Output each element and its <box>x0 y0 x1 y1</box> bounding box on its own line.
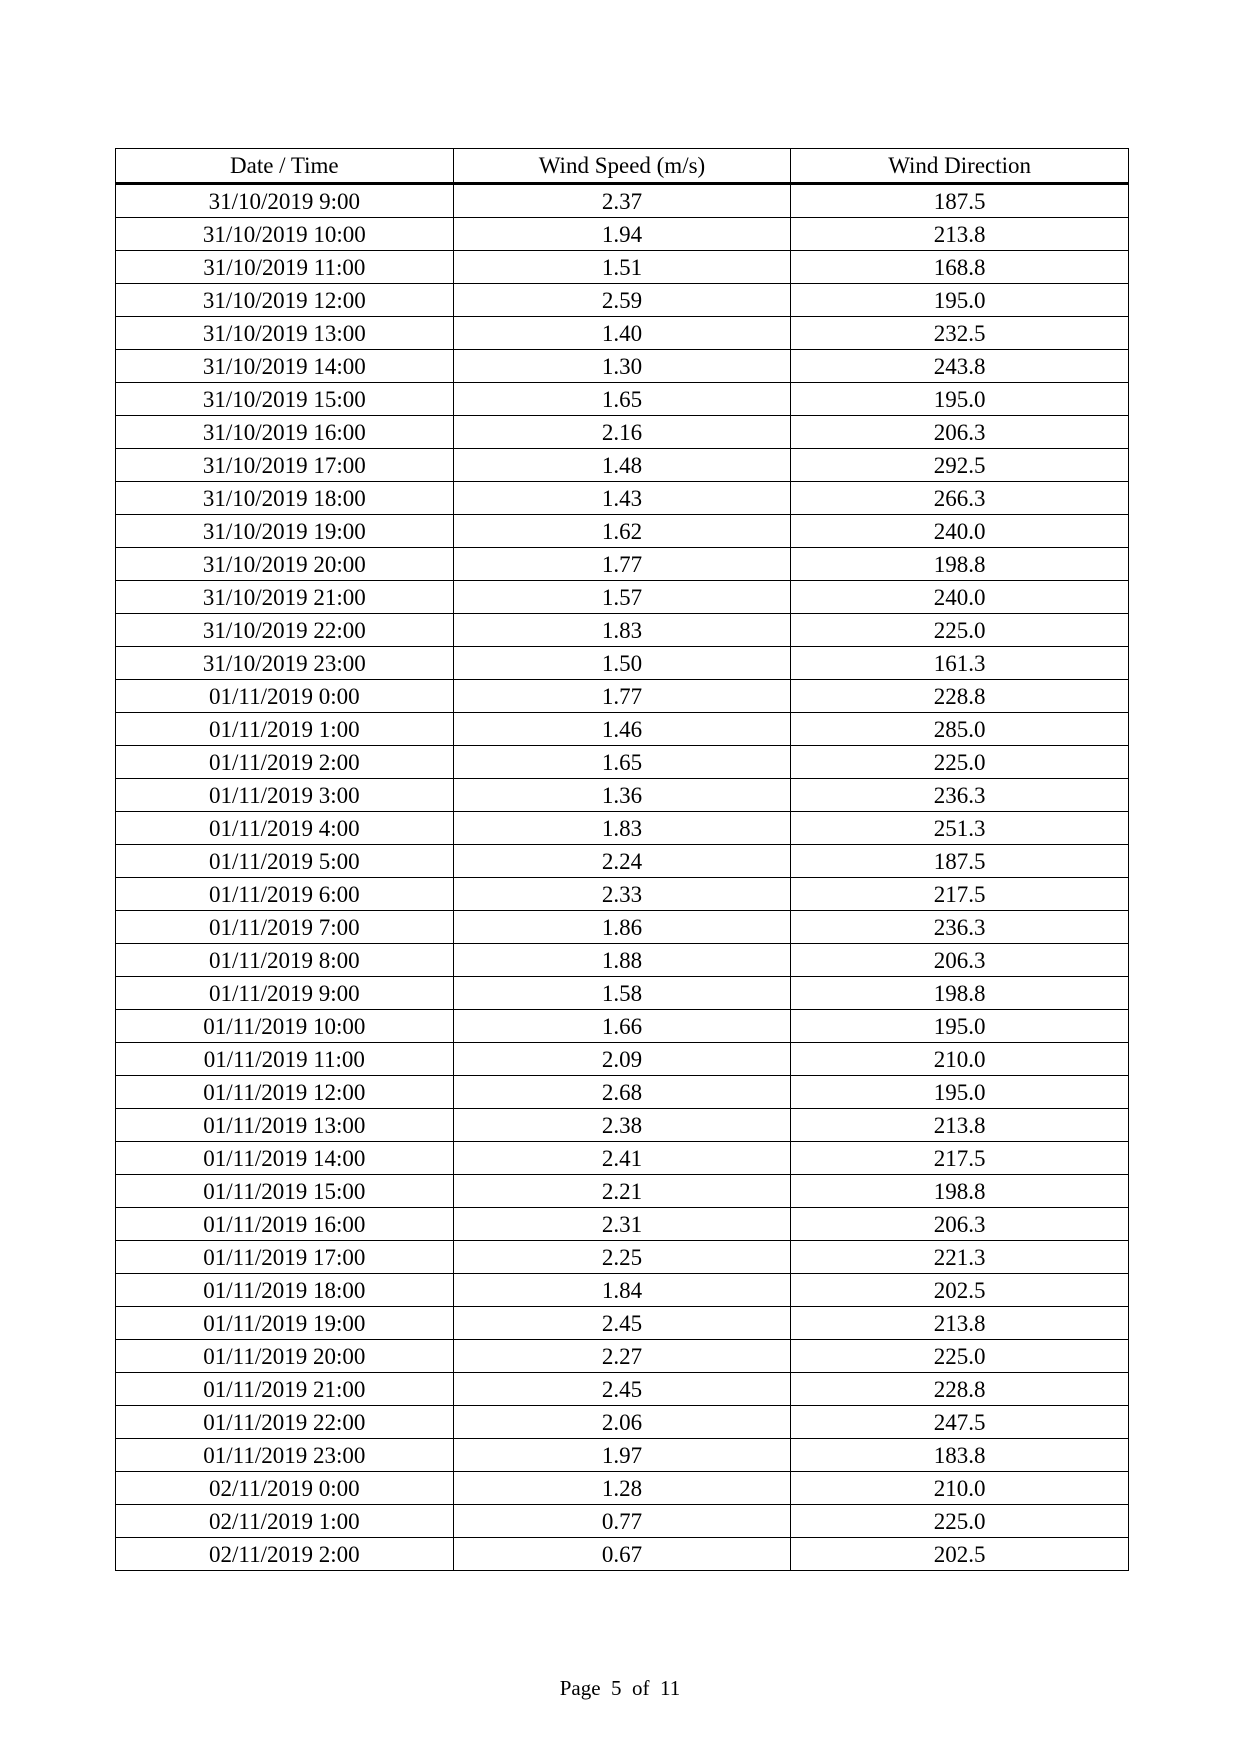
cell-wind-speed: 2.24 <box>453 845 791 878</box>
table-row <box>116 1505 1129 1538</box>
cell-wind-direction: 195.0 <box>791 1010 1129 1043</box>
cell-date-time: 01/11/2019 20:00 <box>116 1340 454 1373</box>
cell-wind-speed: 1.84 <box>453 1274 791 1307</box>
table-row <box>116 944 1129 977</box>
cell-date-time: 01/11/2019 0:00 <box>116 680 454 713</box>
cell-wind-direction: 206.3 <box>791 944 1129 977</box>
cell-date-time: 31/10/2019 23:00 <box>116 647 454 680</box>
page-total: 11 <box>660 1676 681 1700</box>
table-row <box>116 647 1129 680</box>
cell-date-time: 02/11/2019 1:00 <box>116 1505 454 1538</box>
cell-date-time: 01/11/2019 5:00 <box>116 845 454 878</box>
table-row <box>116 779 1129 812</box>
cell-wind-direction: 213.8 <box>791 1109 1129 1142</box>
cell-wind-speed: 1.83 <box>453 614 791 647</box>
cell-wind-speed: 1.50 <box>453 647 791 680</box>
cell-wind-speed: 1.65 <box>453 746 791 779</box>
cell-wind-speed: 2.09 <box>453 1043 791 1076</box>
wind-data-table <box>115 148 1129 1571</box>
cell-wind-speed: 2.31 <box>453 1208 791 1241</box>
cell-wind-speed: 0.67 <box>453 1538 791 1571</box>
cell-wind-speed: 0.77 <box>453 1505 791 1538</box>
cell-wind-speed: 1.51 <box>453 251 791 284</box>
cell-date-time: 01/11/2019 4:00 <box>116 812 454 845</box>
cell-date-time: 01/11/2019 7:00 <box>116 911 454 944</box>
table-row <box>116 1043 1129 1076</box>
cell-wind-direction: 210.0 <box>791 1043 1129 1076</box>
cell-wind-speed: 2.41 <box>453 1142 791 1175</box>
cell-wind-speed: 1.40 <box>453 317 791 350</box>
cell-date-time: 01/11/2019 17:00 <box>116 1241 454 1274</box>
cell-wind-speed: 1.88 <box>453 944 791 977</box>
cell-wind-direction: 225.0 <box>791 746 1129 779</box>
table-row <box>116 1142 1129 1175</box>
column-header-wind-speed: Wind Speed (m/s) <box>453 149 791 184</box>
cell-wind-direction: 240.0 <box>791 515 1129 548</box>
table-row <box>116 1274 1129 1307</box>
table-row <box>116 1241 1129 1274</box>
cell-wind-speed: 2.37 <box>453 184 791 218</box>
column-header-date-time: Date / Time <box>116 149 454 184</box>
cell-wind-speed: 1.58 <box>453 977 791 1010</box>
cell-wind-speed: 1.77 <box>453 548 791 581</box>
cell-wind-speed: 1.94 <box>453 218 791 251</box>
cell-date-time: 01/11/2019 12:00 <box>116 1076 454 1109</box>
cell-wind-direction: 195.0 <box>791 383 1129 416</box>
cell-date-time: 01/11/2019 10:00 <box>116 1010 454 1043</box>
table-row <box>116 350 1129 383</box>
cell-wind-speed: 2.16 <box>453 416 791 449</box>
table-row <box>116 1010 1129 1043</box>
cell-date-time: 01/11/2019 22:00 <box>116 1406 454 1439</box>
cell-wind-direction: 266.3 <box>791 482 1129 515</box>
table-row <box>116 878 1129 911</box>
table-row <box>116 713 1129 746</box>
page-label: Page <box>559 1676 601 1700</box>
cell-wind-direction: 168.8 <box>791 251 1129 284</box>
cell-date-time: 31/10/2019 10:00 <box>116 218 454 251</box>
header-row <box>116 149 1129 184</box>
table-row <box>116 614 1129 647</box>
table-row <box>116 548 1129 581</box>
cell-date-time: 31/10/2019 9:00 <box>116 184 454 218</box>
table-row <box>116 284 1129 317</box>
cell-wind-speed: 2.59 <box>453 284 791 317</box>
table-row <box>116 1307 1129 1340</box>
cell-date-time: 01/11/2019 21:00 <box>116 1373 454 1406</box>
column-header-wind-direction: Wind Direction <box>791 149 1129 184</box>
cell-wind-direction: 206.3 <box>791 416 1129 449</box>
page-of-label: of <box>632 1676 650 1700</box>
cell-wind-direction: 225.0 <box>791 614 1129 647</box>
cell-wind-speed: 1.66 <box>453 1010 791 1043</box>
cell-date-time: 31/10/2019 20:00 <box>116 548 454 581</box>
cell-wind-direction: 285.0 <box>791 713 1129 746</box>
cell-date-time: 31/10/2019 19:00 <box>116 515 454 548</box>
cell-wind-speed: 1.86 <box>453 911 791 944</box>
cell-wind-speed: 1.62 <box>453 515 791 548</box>
cell-wind-direction: 198.8 <box>791 548 1129 581</box>
cell-wind-direction: 206.3 <box>791 1208 1129 1241</box>
cell-wind-speed: 1.65 <box>453 383 791 416</box>
cell-wind-speed: 2.27 <box>453 1340 791 1373</box>
table-row <box>116 184 1129 218</box>
cell-wind-speed: 2.45 <box>453 1307 791 1340</box>
page-footer <box>0 1676 1240 1701</box>
cell-wind-direction: 210.0 <box>791 1472 1129 1505</box>
cell-wind-direction: 228.8 <box>791 1373 1129 1406</box>
cell-date-time: 31/10/2019 15:00 <box>116 383 454 416</box>
table-row <box>116 911 1129 944</box>
cell-wind-direction: 161.3 <box>791 647 1129 680</box>
cell-wind-speed: 1.36 <box>453 779 791 812</box>
table-row <box>116 1340 1129 1373</box>
table-row <box>116 482 1129 515</box>
cell-date-time: 01/11/2019 18:00 <box>116 1274 454 1307</box>
table-row <box>116 581 1129 614</box>
cell-wind-direction: 243.8 <box>791 350 1129 383</box>
cell-wind-direction: 232.5 <box>791 317 1129 350</box>
cell-wind-speed: 2.68 <box>453 1076 791 1109</box>
cell-wind-speed: 1.97 <box>453 1439 791 1472</box>
cell-date-time: 01/11/2019 11:00 <box>116 1043 454 1076</box>
cell-wind-direction: 236.3 <box>791 779 1129 812</box>
cell-wind-speed: 1.77 <box>453 680 791 713</box>
cell-date-time: 31/10/2019 18:00 <box>116 482 454 515</box>
cell-wind-direction: 213.8 <box>791 218 1129 251</box>
table-row <box>116 1373 1129 1406</box>
cell-date-time: 02/11/2019 2:00 <box>116 1538 454 1571</box>
cell-wind-direction: 225.0 <box>791 1340 1129 1373</box>
cell-wind-direction: 217.5 <box>791 878 1129 911</box>
cell-wind-speed: 1.30 <box>453 350 791 383</box>
cell-wind-direction: 217.5 <box>791 1142 1129 1175</box>
cell-date-time: 01/11/2019 19:00 <box>116 1307 454 1340</box>
cell-date-time: 02/11/2019 0:00 <box>116 1472 454 1505</box>
cell-wind-direction: 251.3 <box>791 812 1129 845</box>
cell-wind-direction: 202.5 <box>791 1274 1129 1307</box>
cell-date-time: 01/11/2019 6:00 <box>116 878 454 911</box>
cell-wind-direction: 195.0 <box>791 1076 1129 1109</box>
cell-wind-direction: 198.8 <box>791 1175 1129 1208</box>
cell-date-time: 31/10/2019 16:00 <box>116 416 454 449</box>
cell-wind-direction: 202.5 <box>791 1538 1129 1571</box>
table-row <box>116 1538 1129 1571</box>
cell-wind-speed: 2.38 <box>453 1109 791 1142</box>
cell-date-time: 31/10/2019 11:00 <box>116 251 454 284</box>
cell-date-time: 01/11/2019 13:00 <box>116 1109 454 1142</box>
cell-wind-direction: 221.3 <box>791 1241 1129 1274</box>
table-row <box>116 218 1129 251</box>
cell-wind-direction: 183.8 <box>791 1439 1129 1472</box>
cell-wind-speed: 2.06 <box>453 1406 791 1439</box>
cell-date-time: 31/10/2019 14:00 <box>116 350 454 383</box>
cell-wind-direction: 292.5 <box>791 449 1129 482</box>
cell-wind-speed: 1.83 <box>453 812 791 845</box>
cell-wind-speed: 2.25 <box>453 1241 791 1274</box>
cell-wind-direction: 240.0 <box>791 581 1129 614</box>
cell-wind-direction: 247.5 <box>791 1406 1129 1439</box>
table-row <box>116 1175 1129 1208</box>
cell-wind-speed: 1.48 <box>453 449 791 482</box>
cell-wind-direction: 228.8 <box>791 680 1129 713</box>
table-row <box>116 416 1129 449</box>
cell-wind-speed: 1.46 <box>453 713 791 746</box>
table-row <box>116 515 1129 548</box>
cell-wind-direction: 236.3 <box>791 911 1129 944</box>
table-row <box>116 1439 1129 1472</box>
cell-wind-speed: 2.21 <box>453 1175 791 1208</box>
table-row <box>116 1406 1129 1439</box>
table-row <box>116 746 1129 779</box>
table-row <box>116 383 1129 416</box>
table-body <box>116 184 1129 1571</box>
cell-date-time: 31/10/2019 17:00 <box>116 449 454 482</box>
cell-wind-direction: 195.0 <box>791 284 1129 317</box>
table-row <box>116 680 1129 713</box>
cell-wind-speed: 2.45 <box>453 1373 791 1406</box>
table-row <box>116 251 1129 284</box>
table-row <box>116 317 1129 350</box>
table-row <box>116 845 1129 878</box>
cell-date-time: 01/11/2019 9:00 <box>116 977 454 1010</box>
cell-wind-direction: 225.0 <box>791 1505 1129 1538</box>
cell-wind-speed: 2.33 <box>453 878 791 911</box>
page-current: 5 <box>611 1676 622 1700</box>
table-row <box>116 1076 1129 1109</box>
table-row <box>116 449 1129 482</box>
cell-wind-direction: 187.5 <box>791 845 1129 878</box>
cell-date-time: 31/10/2019 12:00 <box>116 284 454 317</box>
table-header <box>116 149 1129 184</box>
cell-date-time: 01/11/2019 2:00 <box>116 746 454 779</box>
cell-date-time: 01/11/2019 3:00 <box>116 779 454 812</box>
cell-date-time: 01/11/2019 16:00 <box>116 1208 454 1241</box>
cell-wind-direction: 187.5 <box>791 184 1129 218</box>
cell-date-time: 31/10/2019 13:00 <box>116 317 454 350</box>
cell-date-time: 01/11/2019 1:00 <box>116 713 454 746</box>
table-row <box>116 1208 1129 1241</box>
cell-wind-direction: 198.8 <box>791 977 1129 1010</box>
cell-wind-speed: 1.43 <box>453 482 791 515</box>
cell-date-time: 01/11/2019 23:00 <box>116 1439 454 1472</box>
table-row <box>116 1109 1129 1142</box>
table-row <box>116 977 1129 1010</box>
cell-date-time: 01/11/2019 8:00 <box>116 944 454 977</box>
cell-date-time: 01/11/2019 15:00 <box>116 1175 454 1208</box>
cell-wind-speed: 1.28 <box>453 1472 791 1505</box>
cell-date-time: 01/11/2019 14:00 <box>116 1142 454 1175</box>
cell-wind-speed: 1.57 <box>453 581 791 614</box>
cell-date-time: 31/10/2019 21:00 <box>116 581 454 614</box>
table-row <box>116 1472 1129 1505</box>
cell-date-time: 31/10/2019 22:00 <box>116 614 454 647</box>
table-row <box>116 812 1129 845</box>
cell-wind-direction: 213.8 <box>791 1307 1129 1340</box>
